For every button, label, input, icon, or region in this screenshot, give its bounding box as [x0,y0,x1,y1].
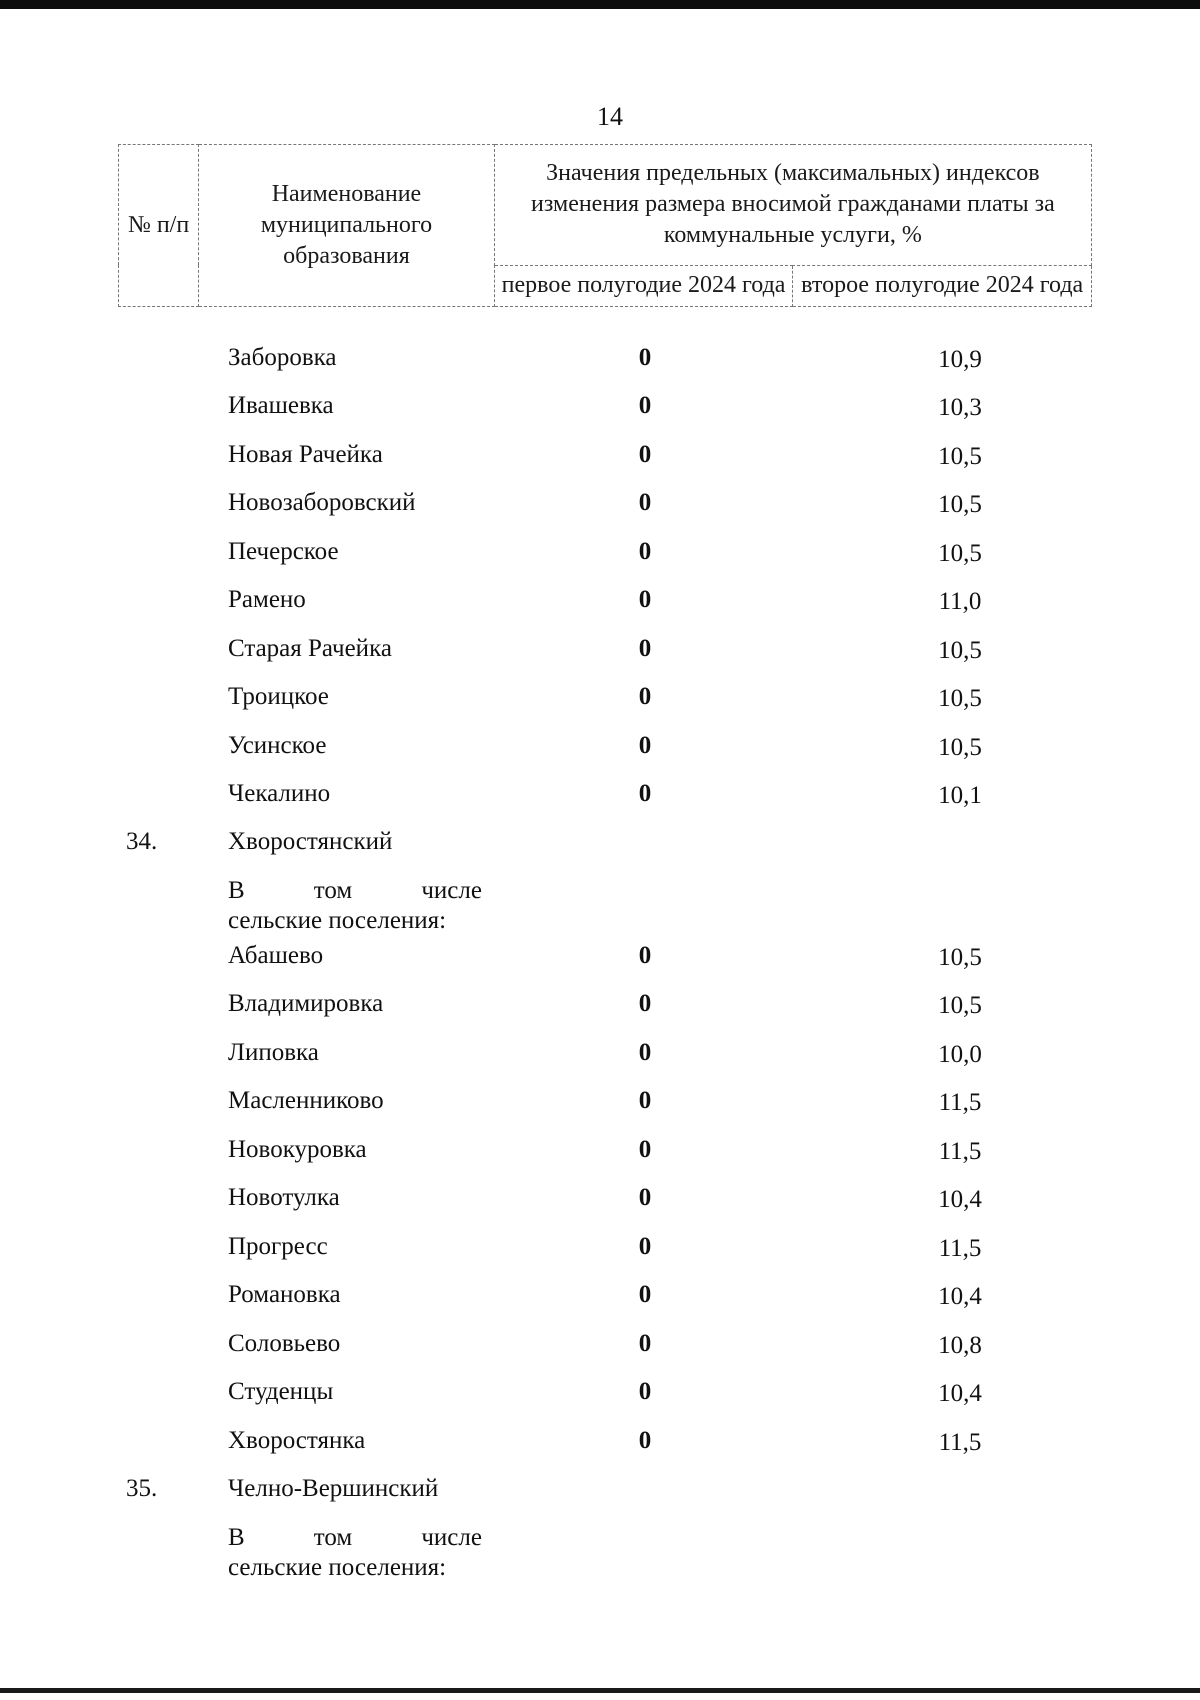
subnote-word: В [228,1524,245,1551]
first-half-value: 0 [638,1087,652,1114]
table-row [0,989,1200,1033]
first-half-value: 0 [638,732,652,759]
second-half-value: 10,4 [938,1380,982,1407]
first-half-value: 0 [638,1378,652,1405]
subnote-word: том [313,877,353,904]
settlement-name: Рамено [228,586,306,613]
header-first-half: первое полугодие 2024 года [494,265,793,306]
settlement-name: Студенцы [228,1378,334,1405]
table-row [0,1426,1200,1470]
second-half-value: 10,8 [938,1332,982,1359]
settlement-name: Прогресс [228,1233,328,1260]
first-half-value: 0 [638,990,652,1017]
table-row [0,440,1200,484]
first-half-value: 0 [638,489,652,516]
second-half-value: 11,0 [938,588,982,615]
first-half-value: 0 [638,392,652,419]
table-row [0,1329,1200,1373]
table-row [0,343,1200,387]
settlement-name: Соловьево [228,1330,341,1357]
first-half-value: 0 [638,942,652,969]
subnote-word: числе [421,877,482,904]
second-half-value: 11,5 [938,1429,982,1456]
table-row [0,391,1200,435]
second-half-value: 11,5 [938,1138,982,1165]
settlement-name: Ивашевка [228,392,334,419]
table-row [0,1232,1200,1276]
district-row [0,1474,1200,1518]
first-half-value: 0 [638,441,652,468]
table-row [0,1280,1200,1324]
first-half-value: 0 [638,1427,652,1454]
first-half-value: 0 [638,1136,652,1163]
table-row [0,941,1200,985]
header-second-half: второе полугодие 2024 года [793,265,1092,306]
second-half-value: 10,5 [938,944,982,971]
settlement-name: Новозаборовский [228,489,416,516]
settlement-name: Романовка [228,1281,341,1308]
first-half-value: 0 [638,344,652,371]
first-half-value: 0 [638,1039,652,1066]
subsection-note [228,1523,482,1583]
table-row [0,585,1200,629]
bottom-border-rule [0,1688,1200,1693]
second-half-value: 11,5 [938,1235,982,1262]
second-half-value: 10,5 [938,540,982,567]
subnote-word: В [228,877,245,904]
settlement-name: Абашево [228,942,324,969]
second-half-value: 10,5 [938,685,982,712]
subnote-line: сельские поселения: [228,907,447,934]
first-half-value: 0 [638,1281,652,1308]
settlement-name: Старая Рачейка [228,635,392,662]
settlement-name: Новотулка [228,1184,340,1211]
district-name: Челно-Вершинский [228,1475,439,1502]
district-row [0,827,1200,871]
settlement-name: Масленниково [228,1087,384,1114]
subnote-word: том [313,1524,353,1551]
table-row [0,1377,1200,1421]
page-number: 14 [597,102,623,131]
header-name-col: Наименование муниципального образования [199,145,495,307]
second-half-value: 10,3 [938,394,982,421]
table-row [0,1086,1200,1130]
second-half-value: 10,5 [938,734,982,761]
table-row [0,731,1200,775]
district-number: 34. [126,828,158,855]
second-half-value: 10,5 [938,443,982,470]
settlement-name: Усинское [228,732,327,759]
district-number: 35. [126,1475,158,1502]
first-half-value: 0 [638,635,652,662]
settlement-name: Печерское [228,538,339,565]
settlement-name: Новая Рачейка [228,441,383,468]
first-half-value: 0 [638,586,652,613]
subnote-line: сельские поселения: [228,1554,447,1581]
header-values-col: Значения предельных (максимальных) индексов изменения размера вносимой гражданами платы за коммунальные услуги, % [494,145,1091,266]
table-row [0,779,1200,823]
first-half-value: 0 [638,538,652,565]
settlement-name: Чекалино [228,780,331,807]
second-half-value: 10,5 [938,992,982,1019]
table-row [0,682,1200,726]
second-half-value: 10,9 [938,346,982,373]
first-half-value: 0 [638,1184,652,1211]
table-row [0,1183,1200,1227]
table-row [0,634,1200,678]
settlement-name: Троицкое [228,683,329,710]
subsection-note [228,876,482,936]
settlement-name: Липовка [228,1039,319,1066]
second-half-value: 11,5 [938,1089,982,1116]
header-num-col: № п/п [119,145,199,307]
first-half-value: 0 [638,780,652,807]
subnote-word: числе [421,1524,482,1551]
first-half-value: 0 [638,1233,652,1260]
second-half-value: 10,1 [938,782,982,809]
table-row [0,537,1200,581]
first-half-value: 0 [638,1330,652,1357]
settlement-name: Заборовка [228,344,337,371]
second-half-value: 10,0 [938,1041,982,1068]
second-half-value: 10,5 [938,637,982,664]
district-name: Хворостянский [228,828,393,855]
second-half-value: 10,4 [938,1186,982,1213]
table-row [0,488,1200,532]
first-half-value: 0 [638,683,652,710]
second-half-value: 10,4 [938,1283,982,1310]
second-half-value: 10,5 [938,491,982,518]
settlement-name: Владимировка [228,990,384,1017]
settlement-name: Новокуровка [228,1136,367,1163]
table-row [0,1135,1200,1179]
table-row [0,1038,1200,1082]
settlement-name: Хворостянка [228,1427,366,1454]
